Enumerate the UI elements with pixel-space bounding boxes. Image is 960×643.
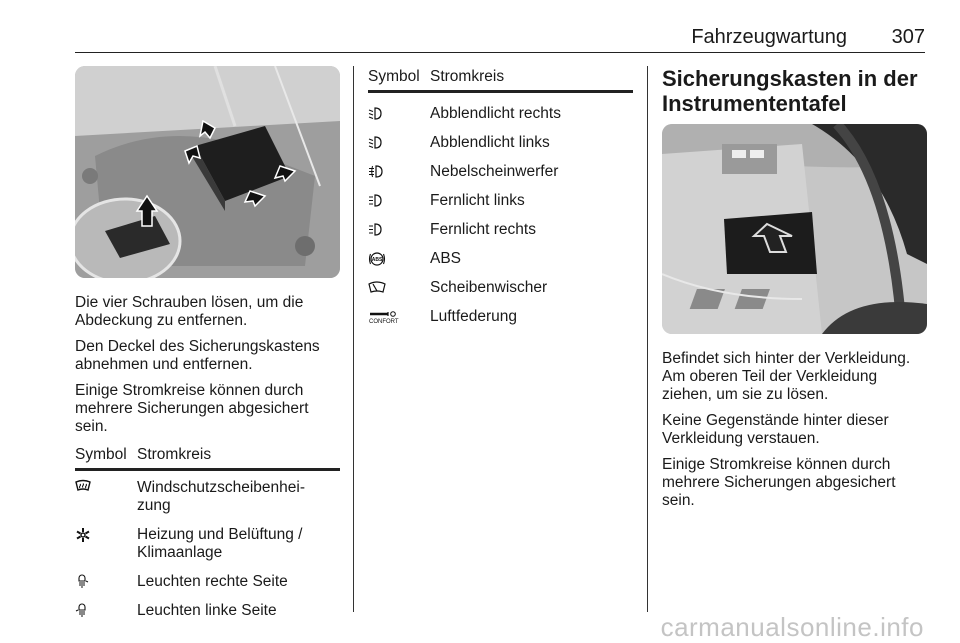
table-row (368, 192, 633, 210)
circuit-label: Windschutzscheibenhei- zung (137, 479, 306, 514)
circuit-label: Nebelscheinwerfer (430, 163, 559, 180)
right-column (662, 66, 927, 518)
wiper-icon (368, 279, 430, 297)
table-row (368, 250, 633, 268)
left-side-lights-icon (75, 602, 137, 620)
column-header-circuit: Stromkreis (430, 68, 505, 85)
paragraph: Keine Gegenstände hinter dieser Verkleidung verstauen. (662, 412, 889, 447)
watermark: carmanualsonline.info (660, 612, 924, 642)
table-row (75, 526, 340, 562)
air-suspension-icon-text: CONFORT (369, 319, 399, 325)
column-header-symbol: Symbol (368, 68, 420, 85)
header-title: Fahrzeugwartung (691, 26, 847, 48)
circuit-label: Abblendlicht links (430, 134, 550, 151)
page-header (75, 24, 925, 53)
middle-column (368, 66, 633, 337)
circuit-label: Heizung und Belüftung / Klimaanlage (137, 526, 303, 561)
column-header-circuit: Stromkreis (137, 446, 212, 463)
svg-text:ABS: ABS (371, 257, 383, 263)
table-row (75, 573, 340, 591)
left-column (75, 66, 340, 631)
paragraph: Einige Stromkreise können durch mehrere Sicherungen abgesichert sein. (662, 456, 896, 509)
low-beam-icon (368, 134, 430, 152)
paragraph: Den Deckel des Sicherungskastens abnehmen und entfernen. (75, 338, 320, 373)
circuit-label: Leuchten linke Seite (137, 602, 277, 619)
fuse-table-header (75, 444, 340, 471)
table-row (368, 279, 633, 297)
circuit-label: Abblendlicht rechts (430, 105, 561, 122)
fan-icon (75, 526, 137, 544)
table-row (368, 308, 633, 326)
right-side-lights-icon (75, 573, 137, 591)
column-divider-left (353, 66, 354, 612)
circuit-label: ABS (430, 250, 462, 267)
circuit-label: Fernlicht links (430, 192, 525, 209)
high-beam-icon (368, 192, 430, 210)
paragraph: Befindet sich hinter der Verkleidung. Am oberen Teil der Verkleidung ziehen, um sie zu lösen. (662, 350, 911, 403)
low-beam-icon (368, 105, 430, 123)
table-row (368, 105, 633, 123)
high-beam-icon (368, 221, 430, 239)
circuit-label: Leuchten rechte Seite (137, 573, 288, 590)
section-title: Sicherungskasten in der Instrumententafel (662, 66, 918, 116)
table-row (368, 221, 633, 239)
circuit-label: Scheibenwischer (430, 279, 548, 296)
table-row (75, 602, 340, 620)
table-row (368, 134, 633, 152)
dashboard-panel-image (662, 124, 927, 334)
fuse-table-header (368, 66, 633, 93)
air-suspension-icon (368, 308, 430, 326)
page-number: 307 (891, 26, 925, 48)
windshield-heating-icon (75, 479, 137, 497)
fog-light-icon (368, 163, 430, 181)
paragraph: Die vier Schrauben lösen, um die Abdeckung zu entfernen. (75, 294, 304, 329)
paragraph: Einige Stromkreise können durch mehrere Sicherungen abgesichert sein. (75, 382, 309, 435)
column-divider-right (647, 66, 648, 612)
engine-bay-fusebox-image (75, 66, 340, 278)
circuit-label: Fernlicht rechts (430, 221, 536, 238)
table-row (75, 479, 340, 515)
column-header-symbol: Symbol (75, 446, 127, 463)
abs-icon (368, 250, 430, 268)
circuit-label: Luftfederung (430, 308, 518, 325)
table-row (368, 163, 633, 181)
